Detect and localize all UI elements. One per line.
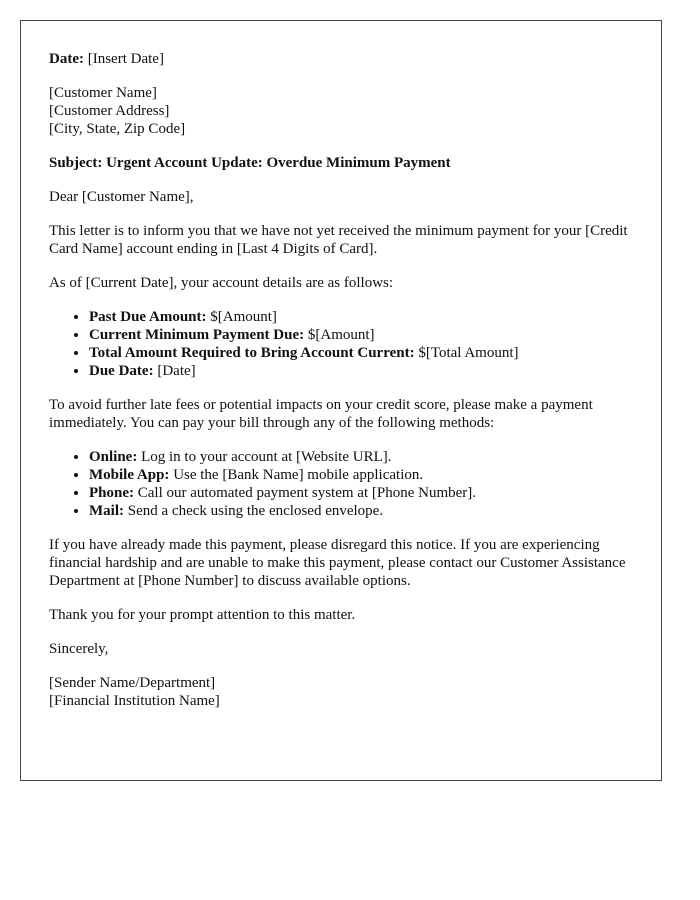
list-item: [89, 344, 633, 362]
methods-intro: To avoid further late fees or potential impacts on your credit score, please make a payment immediately. You can pay your bill through any of the following methods:: [49, 397, 593, 431]
account-details-list: [49, 308, 633, 380]
date-value: [Insert Date]: [83, 51, 164, 67]
detail-label: Due Date:: [89, 363, 154, 379]
list-item: [89, 448, 633, 466]
method-value: Use the [Bank Name] mobile application.: [169, 467, 424, 483]
details-intro: As of [Current Date], your account details are as follows:: [49, 275, 394, 291]
method-value: Log in to your account at [Website URL].: [137, 449, 392, 465]
recipient-address: [49, 84, 633, 138]
method-value: Call our automated payment system at [Phone Number].: [134, 485, 477, 501]
payment-methods-list: [49, 448, 633, 520]
customer-city: [City, State, Zip Code]: [49, 121, 186, 137]
customer-name: [Customer Name]: [49, 85, 157, 101]
hardship-paragraph: If you have already made this payment, please disregard this notice. If you are experiencing financial hardship and are unable to make this payment, please contact our Customer Assistance Department at [Phone Number] to discuss available options.: [49, 537, 626, 589]
detail-value: $[Amount]: [206, 309, 277, 325]
intro-paragraph: This letter is to inform you that we have not yet received the minimum payment for your [Credit Card Name] account ending in [Last 4 Digits of Card].: [49, 223, 628, 257]
date-label: Date:: [49, 51, 84, 67]
closing: Sincerely,: [49, 641, 109, 657]
institution-name: [Financial Institution Name]: [49, 693, 220, 709]
list-item: [89, 466, 633, 484]
method-label: Phone:: [89, 485, 134, 501]
thanks-line: Thank you for your prompt attention to this matter.: [49, 607, 356, 623]
list-item: [89, 326, 633, 344]
list-item: [89, 502, 633, 520]
method-label: Mail:: [89, 503, 124, 519]
method-value: Send a check using the enclosed envelope.: [124, 503, 384, 519]
method-label: Online:: [89, 449, 138, 465]
detail-label: Current Minimum Payment Due:: [89, 327, 305, 343]
date-line: [49, 50, 633, 68]
detail-label: Total Amount Required to Bring Account Current:: [89, 345, 415, 361]
subject-text: Subject: Urgent Account Update: Overdue Minimum Payment: [49, 155, 451, 171]
list-item: [89, 484, 633, 502]
customer-address: [Customer Address]: [49, 103, 170, 119]
greeting: Dear [Customer Name],: [49, 189, 194, 205]
method-label: Mobile App:: [89, 467, 170, 483]
letter-page: [20, 20, 662, 781]
detail-value: $[Amount]: [304, 327, 375, 343]
detail-label: Past Due Amount:: [89, 309, 207, 325]
list-item: [89, 362, 633, 380]
detail-value: $[Total Amount]: [414, 345, 519, 361]
signature-block: [49, 674, 633, 710]
list-item: [89, 308, 633, 326]
sender-name: [Sender Name/Department]: [49, 675, 216, 691]
subject-line: [49, 154, 633, 172]
detail-value: [Date]: [153, 363, 196, 379]
